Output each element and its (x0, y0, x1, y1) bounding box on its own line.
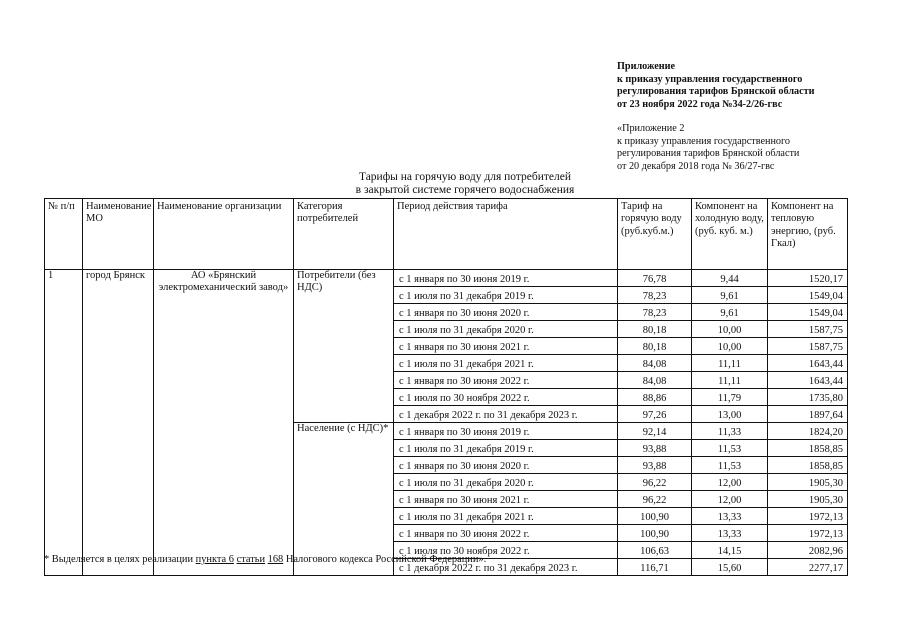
header-mo: Наименование МО (83, 199, 154, 270)
table-header-row (45, 199, 848, 270)
period-cell: с 1 июля по 31 декабря 2020 г. (394, 474, 618, 491)
header-heat-component: Компонент на тепловую энергию, (руб. Гкал) (768, 199, 848, 270)
tariff-cell: 106,63 (618, 542, 692, 559)
cold-component-cell: 11,79 (692, 389, 768, 406)
cold-component-cell: 11,11 (692, 355, 768, 372)
period-cell: с 1 января по 30 июня 2022 г. (394, 372, 618, 389)
tariff-cell: 100,90 (618, 508, 692, 525)
header-category: Категория потребителей (294, 199, 394, 270)
tariff-table (44, 198, 848, 576)
cold-component-cell: 15,60 (692, 559, 768, 576)
appendix-line: от 23 ноября 2022 года №34-2/26-гвс (617, 98, 783, 110)
title-line-2: в закрытой системе горячего водоснабжения (355, 184, 575, 196)
heat-component-cell: 1824,20 (768, 423, 848, 440)
tariff-cell: 76,78 (618, 270, 692, 287)
appendix-header (617, 61, 815, 111)
row-number: 1 (45, 270, 83, 576)
header-period: Период действия тарифа (394, 199, 618, 270)
municipality-name: город Брянск (83, 270, 154, 576)
tariff-cell: 92,14 (618, 423, 692, 440)
tariff-cell: 97,26 (618, 406, 692, 423)
period-cell: с 1 января по 30 июня 2021 г. (394, 338, 618, 355)
period-cell: с 1 июля по 31 декабря 2021 г. (394, 355, 618, 372)
heat-component-cell: 1905,30 (768, 491, 848, 508)
heat-component-cell: 1905,30 (768, 474, 848, 491)
cold-component-cell: 11,53 (692, 440, 768, 457)
heat-component-cell: 1858,85 (768, 440, 848, 457)
tariff-cell: 93,88 (618, 457, 692, 474)
heat-component-cell: 1643,44 (768, 372, 848, 389)
cold-component-cell: 12,00 (692, 474, 768, 491)
footnote-link-article[interactable]: статьи (236, 554, 266, 565)
tariff-cell: 116,71 (618, 559, 692, 576)
period-cell: с 1 июля по 31 декабря 2020 г. (394, 321, 618, 338)
heat-component-cell: 1520,17 (768, 270, 848, 287)
cold-component-cell: 13,33 (692, 525, 768, 542)
period-cell: с 1 января по 30 июня 2020 г. (394, 457, 618, 474)
heat-component-cell: 1549,04 (768, 287, 848, 304)
cold-component-cell: 9,61 (692, 287, 768, 304)
heat-component-cell: 1897,64 (768, 406, 848, 423)
appendix2-line: к приказу управления государственного (617, 135, 791, 147)
cold-component-cell: 12,00 (692, 491, 768, 508)
heat-component-cell: 1858,85 (768, 457, 848, 474)
consumer-category: Потребители (без НДС) (294, 270, 394, 423)
appendix2-line: от 20 декабря 2018 года № 36/27-гвс (617, 160, 775, 172)
appendix2-line: регулирования тарифов Брянской области (617, 148, 800, 160)
tariff-cell: 96,22 (618, 491, 692, 508)
period-cell: с 1 июля по 31 декабря 2021 г. (394, 508, 618, 525)
header-cold-component: Компонент на холодную воду, (руб. куб. м.) (692, 199, 768, 270)
heat-component-cell: 1972,13 (768, 525, 848, 542)
tariff-cell: 80,18 (618, 338, 692, 355)
heat-component-cell: 1643,44 (768, 355, 848, 372)
cold-component-cell: 11,33 (692, 423, 768, 440)
footnote-suffix: Налогового кодекса Российской Федерации». (283, 554, 487, 565)
tariff-cell: 100,90 (618, 525, 692, 542)
cold-component-cell: 13,33 (692, 508, 768, 525)
footnote-link-article-number[interactable]: 168 (267, 554, 284, 565)
heat-component-cell: 1549,04 (768, 304, 848, 321)
table-row (45, 270, 848, 287)
period-cell: с 1 декабря 2022 г. по 31 декабря 2023 г. (394, 406, 618, 423)
tariff-cell: 80,18 (618, 321, 692, 338)
period-cell: с 1 января по 30 июня 2019 г. (394, 270, 618, 287)
heat-component-cell: 2277,17 (768, 559, 848, 576)
cold-component-cell: 13,00 (692, 406, 768, 423)
cold-component-cell: 11,11 (692, 372, 768, 389)
heat-component-cell: 1972,13 (768, 508, 848, 525)
consumer-category: Население (с НДС)* (294, 423, 394, 576)
cold-component-cell: 11,53 (692, 457, 768, 474)
period-cell: с 1 января по 30 июня 2019 г. (394, 423, 618, 440)
cold-component-cell: 9,61 (692, 304, 768, 321)
tariff-cell: 78,23 (618, 287, 692, 304)
period-cell: с 1 июля по 31 декабря 2019 г. (394, 287, 618, 304)
header-org: Наименование организации (154, 199, 294, 270)
period-cell: с 1 июля по 30 ноября 2022 г. (394, 542, 618, 559)
tariff-cell: 93,88 (618, 440, 692, 457)
tariff-cell: 78,23 (618, 304, 692, 321)
appendix-line: регулирования тарифов Брянской области (617, 86, 815, 98)
cold-component-cell: 10,00 (692, 321, 768, 338)
period-cell: с 1 декабря 2022 г. по 31 декабря 2023 г. (394, 559, 618, 576)
footnote-prefix: * Выделяется в целях реализации (44, 554, 196, 565)
title-line-1: Тарифы на горячую воду для потребителей (358, 171, 572, 183)
cold-component-cell: 9,44 (692, 270, 768, 287)
heat-component-cell: 1735,80 (768, 389, 848, 406)
period-cell: с 1 июля по 30 ноября 2022 г. (394, 389, 618, 406)
appendix2-line: «Приложение 2 (617, 123, 685, 134)
heat-component-cell: 1587,75 (768, 321, 848, 338)
header-tariff: Тариф на горячую воду (руб.куб.м.) (618, 199, 692, 270)
period-cell: с 1 января по 30 июня 2021 г. (394, 491, 618, 508)
tariff-cell: 88,86 (618, 389, 692, 406)
period-cell: с 1 июля по 31 декабря 2019 г. (394, 440, 618, 457)
header-num: № п/п (45, 199, 83, 270)
appendix-line: Приложение (617, 61, 676, 72)
footnote (44, 554, 486, 565)
cold-component-cell: 10,00 (692, 338, 768, 355)
heat-component-cell: 2082,96 (768, 542, 848, 559)
appendix-line: к приказу управления государственного (617, 73, 803, 85)
document-title (330, 171, 600, 197)
period-cell: с 1 января по 30 июня 2022 г. (394, 525, 618, 542)
appendix2-header (617, 123, 799, 173)
organization-name: АО «Брянский электромеханический завод» (154, 270, 294, 576)
table-body (45, 270, 848, 576)
tariff-cell: 96,22 (618, 474, 692, 491)
tariff-cell: 84,08 (618, 372, 692, 389)
tariff-cell: 84,08 (618, 355, 692, 372)
period-cell: с 1 января по 30 июня 2020 г. (394, 304, 618, 321)
footnote-link-clause[interactable]: пункта 6 (195, 554, 234, 565)
heat-component-cell: 1587,75 (768, 338, 848, 355)
cold-component-cell: 14,15 (692, 542, 768, 559)
